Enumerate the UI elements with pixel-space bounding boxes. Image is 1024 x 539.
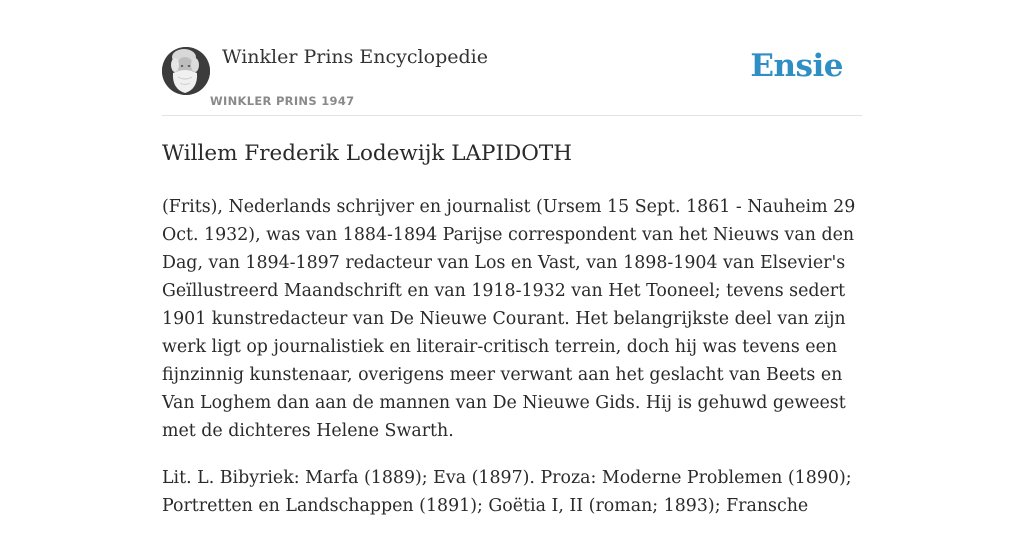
page-title: Willem Frederik Lodewijk LAPIDOTH [162, 141, 572, 166]
article-body [162, 193, 862, 539]
site-title[interactable]: Winkler Prins Encyclopedie [222, 46, 488, 68]
edition-subtitle: WINKLER PRINS 1947 [210, 94, 355, 108]
ensie-logo[interactable]: Ensie [750, 48, 843, 84]
avatar[interactable] [162, 47, 210, 95]
site-header [162, 46, 862, 116]
article-paragraph: (Frits), Nederlands schrijver en journalist (Ursem 15 Sept. 1861 - Nauheim 29 Oct. 1932), was van 1884-1894 Parijse correspondent van het Nieuws van den Dag, van 1894-1897 redacteur van Los en Vast, van 1898-1904 van Elsevier's Geïllustreerd Maandschrift en van 1918-1932 van Het Tooneel; tevens sedert 1901 kunstredacteur van De Nieuwe Courant. Het belangrijkste deel van zijn werk ligt op journalistiek en literair-critisch terrein, doch hij was tevens een fijnzinnig kunstenaar, overigens meer verwant aan het geslacht van Beets en Van Loghem dan aan de mannen van De Nieuwe Gids. Hij is gehuwd geweest met de dichteres Helene Swarth. [162, 197, 856, 441]
bearded-man-portrait-icon [162, 47, 210, 95]
article-paragraph: Lit. L. Bibyriek: Marfa (1889); Eva (1897). Proza: Moderne Problemen (1890); Portretten en Landschappen (1891); Goëtia I, II (roman; 1893); Fransche [162, 468, 852, 516]
header-divider [162, 115, 862, 116]
